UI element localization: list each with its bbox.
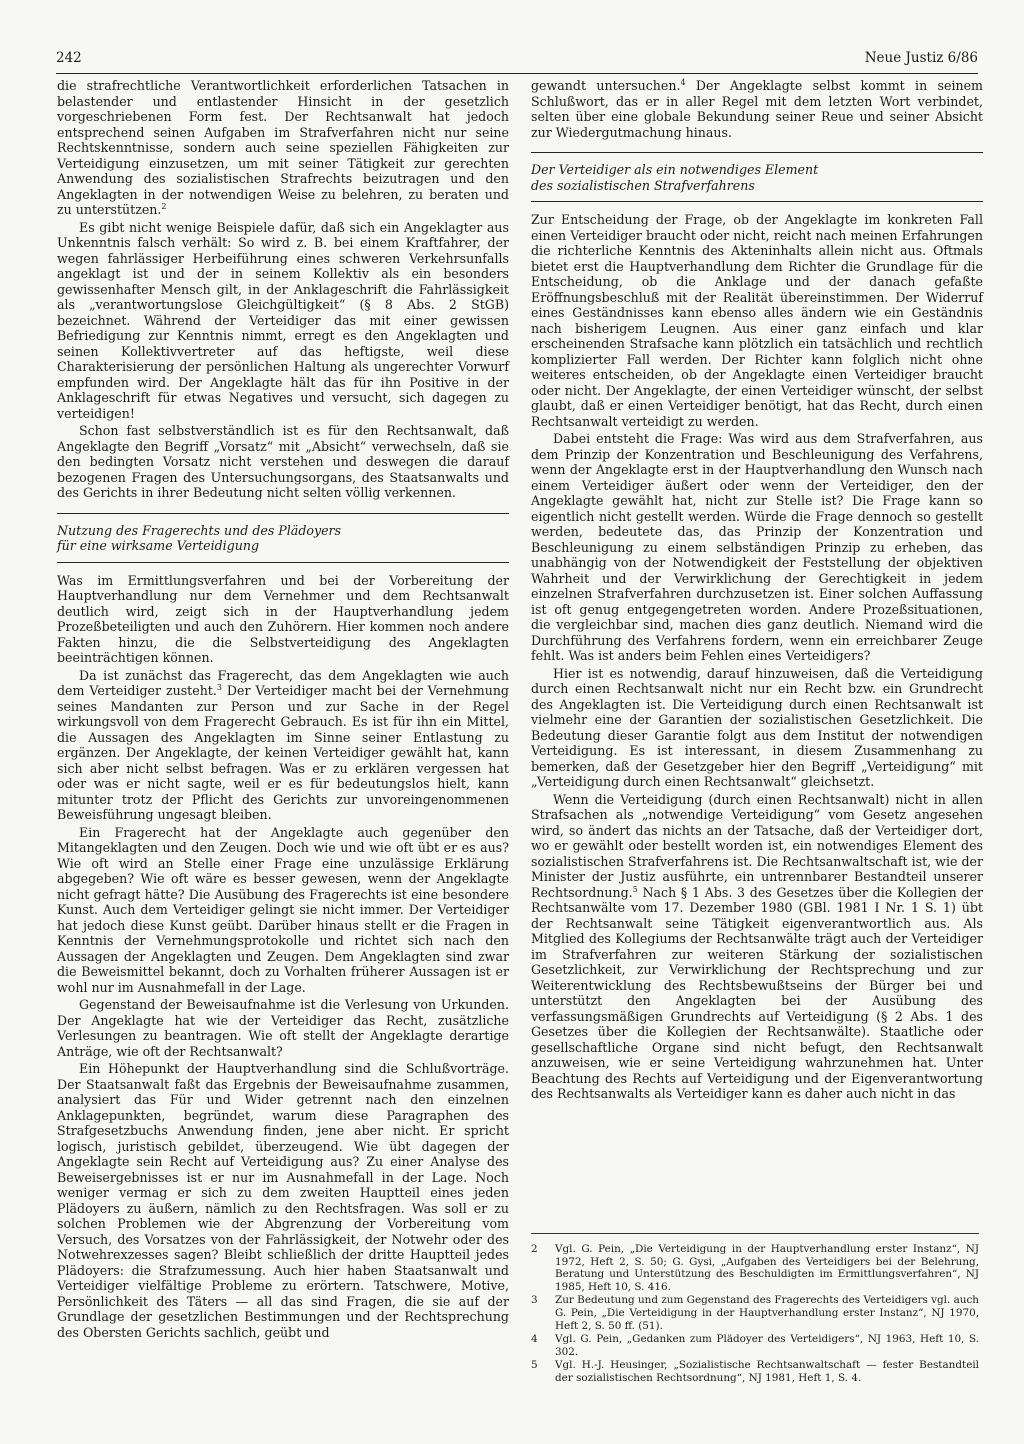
page-header: [56, 49, 978, 74]
section-heading: [57, 513, 509, 563]
section-heading-line: Nutzung des Fragerechts und des Plädoyers: [57, 522, 342, 538]
journal-issue: Neue Justiz 6/86: [864, 50, 978, 66]
paragraph: Da ist zunächst das Fragerecht, das dem Angeklagten wie auch dem Verteidiger zusteht.$^3$ Der Verteidiger macht bei der Vernehmung seines Mandanten zur Person und zur Sache in der Regel wirkungsvoll von dem Fragerecht Gebrauch. Es ist für ihn ein Mittel, die Aussagen des Angeklagten im Sinne seiner Entlastung zu ergänzen. Der Angeklagte, der keinen Verteidiger gewählt hat, kann sich aber nicht selbst befragen. Was er zu erklären vergessen hat oder was er nicht sagte, weil er es für bedeutungslos hielt, kann mitunter trotz der Pflicht des Gerichts zur unvoreingenommenen Beweisführung ungesagt bleiben.: [57, 667, 509, 822]
footnote: [531, 1243, 979, 1293]
page-number: 242: [56, 50, 82, 66]
footnote-number: 2: [531, 1243, 538, 1255]
section-heading-line: Der Verteidiger als ein notwendiges Element: [531, 162, 819, 177]
footnote: [531, 1359, 979, 1384]
right-column: [531, 78, 983, 1102]
paragraph: Dabei entsteht die Frage: Was wird aus dem Strafverfahren, aus dem Prinzip der Konzentration und Beschleunigung des Verfahrens, wenn der Angeklagte erst in der Hauptverhandlung den Wunsch nach einem Verteidiger äußert oder wenn der Verteidiger, den der Angeklagte gewählt hat, nicht zur Stelle ist? Die Frage kann so eigentlich nicht gestellt werden. Würde die Frage dennoch so gestellt werden, bedeutete das, das Prinzip der Konzentration und Beschleunigung zu einem selbständigen Prinzip zu erheben, das unabhängig von der Notwendigkeit der Feststellung der objektiven Wahrheit und der Verwirklichung der Gerechtigkeit in jedem einzelnen Strafverfahren durchzusetzen ist. Einer solchen Auffassung ist oft genug entgegengetreten worden. Andere Prozeßsituationen, die vergleichbar sind, machen dies ganz deutlich. Niemand wird die Durchführung des Verfahrens fordern, wenn ein erreichbarer Zeuge fehlt. Was ist anders beim Fehlen eines Verteidigers?: [531, 431, 983, 663]
left-column: [57, 78, 509, 1340]
footnote-text: Vgl. G. Pein, „Die Verteidigung in der Hauptverhandlung erster Instanz“, NJ 1972, Heft 2, S. 50; G. Gysi, „Aufgaben des Verteidigers bei der Belehrung, Beratung und Unterstützung des Beschuldigten im Ermittlungsverfahren“, NJ 1985, Heft 10, S. 416.: [555, 1243, 979, 1293]
paragraph: Ein Fragerecht hat der Angeklagte auch gegenüber den Mitangeklagten und den Zeugen. Doch wie und wie oft übt er es aus? Wie oft wird an Stelle einer Frage eine unzulässige Erklärung abgegeben? Wie oft wäre es besser gewesen, wenn der Angeklagte nicht gefragt hätte? Die Ausübung des Fragerechts ist eine besondere Kunst. Auch dem Verteidiger gelingt sie nicht immer. Der Verteidiger hat jedoch diese Kunst geübt. Darüber hinaus stellt er die Fragen in Kenntnis der Vernehmungsprotokolle und richtet sich nach den Aussagen der Angeklagten und Zeugen. Dem Angeklagten sind zwar die Beweismittel bekannt, doch zu Vorhalten früherer Aussagen ist er wohl nur im Ausnahmefall in der Lage.: [57, 824, 509, 995]
paragraph: Zur Entscheidung der Frage, ob der Angeklagte im konkreten Fall einen Verteidiger braucht oder nicht, reicht nach meinen Erfahrungen die richterliche Kenntnis des Akteninhalts allein nicht aus. Oftmals bietet erst die Hauptverhandlung dem Richter die Grundlage für die Entscheidung, ob die Anklage und der danach gefaßte Eröffnungsbeschluß mit der Realität übereinstimmen. Der Widerruf eines Geständnisses kann ebenso alles ändern wie ein Geständnis nach bisherigem Leugnen. Aus einer ganz einfach und klar erscheinenden Strafsache kann plötzlich ein tatsächlich und rechtlich komplizierter Fall werden. Der Richter kann folglich nicht ohne weiteres entscheiden, ob der Angeklagte einen Verteidiger braucht oder nicht. Der Angeklagte, der einen Verteidiger wünscht, der selbst glaubt, daß er einen Verteidiger benötigt, hat das Recht, durch einen Rechtsanwalt verteidigt zu werden.: [531, 212, 983, 429]
footnote-number: 5: [531, 1359, 538, 1372]
footnote-text: Zur Bedeutung und zum Gegenstand des Fragerechts des Verteidigers vgl. auch G. Pein, „Die Verteidigung in der Hauptverhandlung erster Instanz“, NJ 1970, Heft 2, S. 50 ff. (51).: [555, 1294, 979, 1332]
paragraph: Ein Höhepunkt der Hauptverhandlung sind die Schlußvorträge. Der Staatsanwalt faßt das Ergebnis der Beweisaufnahme zusammen, analysiert das Für und Wider getrennt nach den einzelnen Anklagepunkten, begründet, warum diese Paragraphen des Strafgesetzbuchs Anwendung finden, jene aber nicht. Er spricht logisch, juristisch gebildet, überzeugend. Wie übt dagegen der Angeklagte sein Recht auf Verteidigung aus? Zu einer Analyse des Beweisergebnisses ist er nur im Ausnahmefall in der Lage. Noch weniger vermag er sich zu dem zweiten Hauptteil eines jeden Plädoyers zu äußern, nämlich zu den Rechtsfragen. Was soll er zu solchen Problemen wie der Abgrenzung der Vorbereitung vom Versuch, des Vorsatzes von der Fahrlässigkeit, der Notwehr oder des Notwehrexzesses sagen? Bleibt schließlich der dritte Hauptteil jedes Plädoyers: die Strafzumessung. Auch hier haben Staatsanwalt und Verteidiger vielfältige Probleme zu erörtern. Tatschwere, Motive, Persönlichkeit des Täters — all das sind Fragen, die sie auf der Grundlage der gesetzlichen Bestimmungen und der Rechtsprechung des Obersten Gerichts sachlich, geübt und: [57, 1061, 509, 1340]
footnote-number: 4: [531, 1333, 538, 1346]
paragraph: Was im Ermittlungsverfahren und bei der Vorbereitung der Hauptverhandlung nur dem Vernehmer und dem Rechtsanwalt deutlich wird, zeigt sich in der Hauptverhandlung jedem Prozeßbeteiligten und auch den Zuhörern. Hier kommen noch andere Fakten hinzu, die die Selbstverteidigung des Angeklagten beeinträchtigen können.: [57, 572, 509, 665]
section-heading-line: des sozialistischen Strafverfahrens: [531, 177, 755, 193]
footnote-text: Vgl. G. Pein, „Gedanken zum Plädoyer des Verteidigers“, NJ 1963, Heft 10, S. 302.: [555, 1333, 979, 1358]
paragraph: Wenn die Verteidigung (durch einen Rechtsanwalt) nicht in allen Strafsachen als „notwendige Verteidigung“ vom Gesetz angesehen wird, so ändert das nichts an der Tatsache, daß der Verteidiger dort, wo er gewählt oder bestellt worden ist, ein notwendiges Element des sozialistischen Strafverfahrens ist. Die Rechtsanwaltschaft ist, wie der Minister der Justiz ausführte, ein untrennbarer Bestandteil unserer Rechtsordnung.$^5$ Nach § 1 Abs. 3 des Gesetzes über die Kollegien der Rechtsanwälte vom 17. Dezember 1980 (GBl. 1981 I Nr. 1 S. 1) übt der Rechtsanwalt seine Tätigkeit eigenverantwortlich aus. Als Mitglied des Kollegiums der Rechtsanwälte trägt auch der Verteidiger im Strafverfahren zur weiteren Stärkung der sozialistischen Gesetzlichkeit, zur Verwirklichung der Rechtsprechung und zur Weiterentwicklung des Rechtsbewußtseins der Bürger bei und unterstützt den Angeklagten bei der Ausübung des verfassungsmäßigen Grundrechts auf Verteidigung (§ 2 Abs. 1 des Gesetzes über die Kollegien der Rechtsanwälte). Staatliche oder gesellschaftliche Organe sind nicht befugt, den Rechtsanwalt anzuweisen, wie er seine Verteidigung wahrzunehmen hat. Unter Beachtung des Rechts auf Verteidigung und der Eigenverantwortung des Rechtsanwalts als Verteidiger kann es daher auch nicht in das: [531, 791, 983, 1101]
section-heading-line: für eine wirksame Verteidigung: [57, 538, 260, 553]
paragraph: Schon fast selbstverständlich ist es für den Rechtsanwalt, daß Angeklagte den Begriff „Vorsatz“ mit „Absicht“ verwechseln, daß sie den bedingten Vorsatz nicht verstehen und deswegen die darauf bezogenen Fragen des Untersuchungsorgans, des Staatsanwalts und des Gerichts in ihrer Bedeutung nicht selten völlig verkennen.: [57, 423, 509, 500]
footnote-ref: 5: [632, 884, 638, 894]
paragraph: Gegenstand der Beweisaufnahme ist die Verlesung von Urkunden. Der Angeklagte hat wie der Verteidiger das Recht, zusätzliche Verlesungen zu beantragen. Wie oft stellt der Angeklagte derartige Anträge, wie oft der Rechtsanwalt?: [57, 997, 509, 1059]
footnote-ref: 2: [161, 201, 167, 211]
paragraph: Es gibt nicht wenige Beispiele dafür, daß sich ein Angeklagter aus Unkenntnis falsch verhält: So wird z. B. bei einem Kraftfahrer, der wegen fahrlässiger Herbeiführung eines schweren Verkehrsunfalls angeklagt ist und der in seinem Kollektiv als ein besonders gewissenhafter Mensch gilt, in der Anklageschrift die Fahrlässigkeit als „verantwortungslose Gleichgültigkeit“ (§ 8 Abs. 2 StGB) bezeichnet. Während der Verteidiger das mit einer gewissen Befriedigung zur Kenntnis nimmt, erregt es den Angeklagten und seinen Kollektivvertreter auf das heftigste, weil diese Charakterisierung der persönlichen Haltung als ungerechter Vorwurf empfunden wird. Der Angeklagte hält das für ihn Positive in der Anklageschrift für etwas Negatives und versucht, sich dagegen zu verteidigen!: [57, 219, 509, 421]
footnote-ref: 3: [216, 682, 222, 692]
section-heading: [531, 152, 983, 202]
footnote: [531, 1294, 979, 1332]
paragraph: gewandt untersuchen.$^4$ Der Angeklagte selbst kommt in seinem Schlußwort, das er in aller Regel mit dem letzten Wort verbindet, selten über eine globale Bekundung seiner Reue und seiner Absicht zur Wiedergutmachung hinaus.: [531, 77, 983, 140]
footnote: [531, 1333, 979, 1358]
footnote-number: 3: [531, 1294, 538, 1307]
paragraph: Hier ist es notwendig, darauf hinzuweisen, daß die Verteidigung durch einen Rechtsanwalt nicht nur ein Recht bzw. ein Grundrecht des Angeklagten ist. Die Verteidigung durch einen Rechtsanwalt ist vielmehr eine der Garantien der sozialistischen Gesetzlichkeit. Die Bedeutung dieser Garantie folgt aus dem Institut der notwendigen Verteidigung. Es ist interessant, in diesem Zusammenhang zu bemerken, daß der Gesetzgeber hier den Begriff „Verteidigung“ mit „Verteidigung durch einen Rechtsanwalt“ gleichsetzt.: [531, 665, 983, 789]
footnote-ref: 4: [680, 77, 686, 87]
footnote-text: Vgl. H.-J. Heusinger, „Sozialistische Rechtsanwaltschaft — fester Bestandteil der sozialistischen Rechtsordnung“, NJ 1981, Heft 1, S. 4.: [555, 1359, 979, 1384]
footnotes: [531, 1233, 979, 1386]
paragraph: die strafrechtliche Verantwortlichkeit erforderlichen Tatsachen in belastender und entlastender Hinsicht in der gesetzlich vorgeschriebenen Form fest. Der Rechtsanwalt hat jedoch entsprechend seinen Aufgaben im Strafverfahren nicht nur seine Rechtskenntnisse, sondern auch seine speziellen Fähigkeiten zur Verteidigung einzusetzen, um mit seiner Tätigkeit zur gerechten Anwendung des sozialistischen Strafrechts beizutragen und den Angeklagten in der notwendigen Weise zu belehren, zu beraten und zu unterstützen.$^2$: [57, 78, 509, 217]
